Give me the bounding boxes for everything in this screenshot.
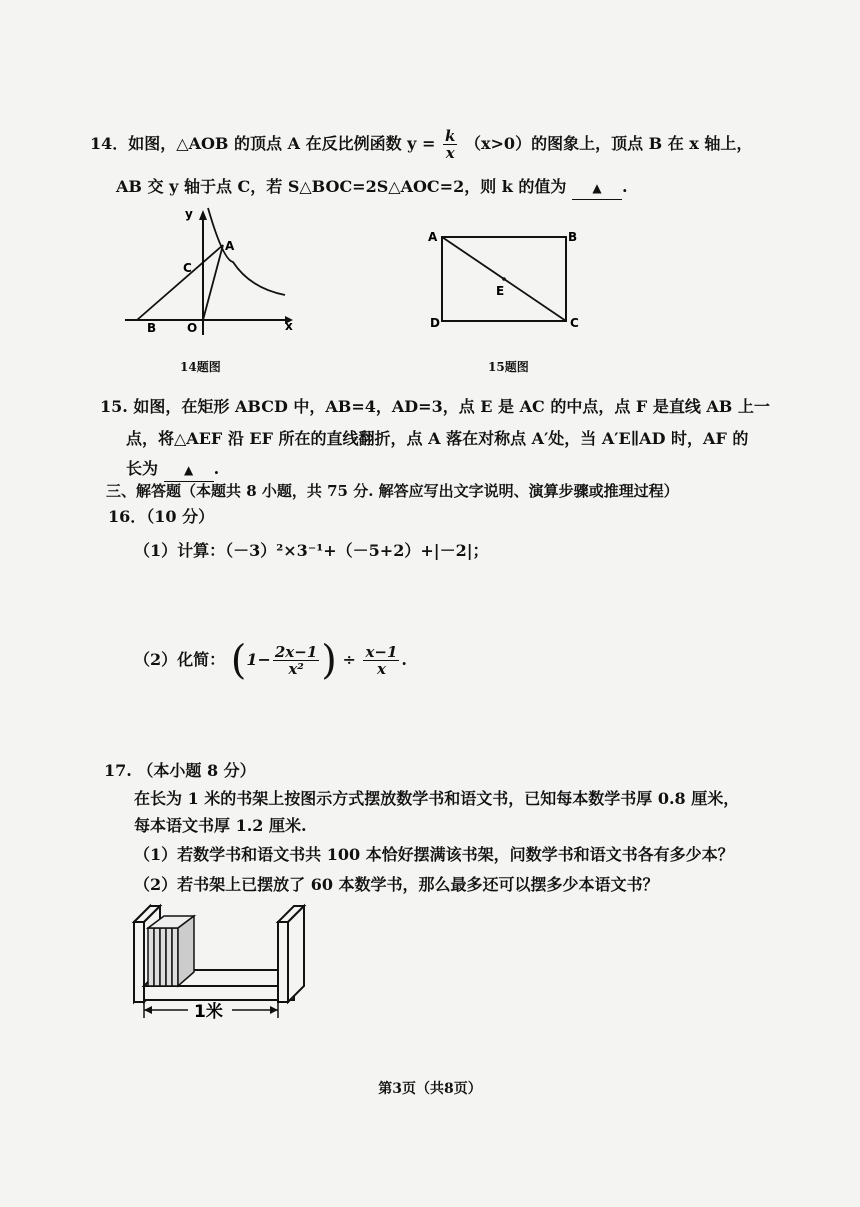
q16-frac1-num: 2x−1 [274, 643, 318, 661]
label-B: B [147, 321, 157, 335]
shelf-base-front [144, 986, 294, 1000]
label-C: C [183, 261, 192, 275]
q16-frac2-den: x [376, 660, 386, 678]
segment-OA [203, 245, 223, 320]
q16-frac2 [363, 644, 399, 677]
book-4 [166, 928, 172, 986]
q16-frac1 [273, 644, 319, 677]
q15-line2: 点，将△AEF 沿 EF 所在的直线翻折，点 A 落在对称点 A′处，当 A′E∥AD 时，AF 的 [126, 429, 749, 448]
label-C15: C [570, 316, 579, 330]
q15-line3: 长为 ▲ . [126, 458, 219, 482]
q14-caption: 14题图 [180, 360, 221, 374]
q14-frac-den: x [445, 144, 455, 162]
q17-line2: 每本语文书厚 1.2 厘米. [134, 816, 307, 835]
q14-fraction [443, 128, 457, 161]
q14-line1 [90, 128, 752, 161]
right-paren: ) [321, 637, 337, 684]
q14-line1-text: 14．如图，△AOB 的顶点 A 在反比例函数 y = [90, 134, 436, 153]
q17-part2: （2）若书架上已摆放了 60 本数学书，那么最多还可以摆多少本语文书？ [134, 875, 659, 894]
shelf-left-board [134, 922, 144, 1002]
q17-part1: （1）若数学书和语文书共 100 本恰好摆满该书架，问数学书和语文书各有多少本？ [134, 845, 734, 864]
label-B15: B [568, 230, 578, 244]
q14-line1-tail: （x>0）的图象上，顶点 B 在 x 轴上， [464, 134, 753, 153]
label-O: O [187, 321, 198, 335]
q16-div-sign: ÷ [342, 650, 356, 669]
book-3 [160, 928, 166, 986]
q15-answer-blank [164, 459, 214, 482]
page-footer: 第3页（共8页） [378, 1081, 482, 1097]
q14-figure [125, 200, 305, 340]
q15-line3-text: 长为 [126, 459, 159, 478]
q15-figure [420, 225, 590, 335]
q14-line2: AB 交 y 轴于点 C，若 S△BOC=2S△AOC=2，则 k 的值为 ▲ . [116, 176, 628, 200]
book-2 [154, 928, 160, 986]
math-books [148, 916, 194, 986]
q14-line2-text: AB 交 y 轴于点 C，若 S△BOC=2S△AOC=2，则 k 的值为 [116, 177, 567, 196]
left-paren: ( [230, 637, 247, 684]
bookshelf-figure [128, 900, 318, 1025]
book-1 [148, 928, 154, 986]
q15-answer-mark: ▲ [183, 463, 194, 477]
segment-AB [137, 245, 223, 320]
shelf-right-side [288, 906, 304, 1002]
shelf-right-board [278, 922, 288, 1002]
point-E [502, 277, 506, 281]
y-axis-arrow [199, 210, 207, 220]
q16-part2: （2）化简： (1− $\frac{2x-1}{\text{x²}}$ ) ÷ $\frac{x-1}{x}$ . [134, 637, 407, 684]
label-E15: E [496, 284, 505, 298]
label-x: x [285, 319, 293, 333]
section3-heading: 三、解答题（本题共 8 小题，共 75 分. 解答应写出文字说明、演算步骤或推理过程） [106, 482, 679, 500]
q17-line1: 在长为 1 米的书架上按图示方式摆放数学书和语文书，已知每本数学书厚 0.8 厘米， [134, 789, 740, 808]
q15-caption: 15题图 [488, 360, 529, 374]
q17-title: 17. （本小题 8 分） [104, 761, 256, 780]
q14-answer-mark: ▲ [592, 181, 602, 195]
shelf-length-label: 1米 [194, 1002, 223, 1022]
q15-line1: 15. 如图，在矩形 ABCD 中，AB=4，AD=3，点 E 是 AC 的中点，点 F 是直线 AB 上一 [100, 397, 770, 416]
q16-one-minus: 1− [246, 650, 271, 669]
q16-title: 16．（10 分） [108, 507, 215, 526]
q16-part1: （1）计算：（－3）²×3⁻¹+（－5+2）+|－2|； [134, 541, 489, 560]
q16-part2-label: （2）化简： [134, 650, 226, 669]
q16-frac1-den: x² [288, 660, 304, 678]
q16-frac2-num: x−1 [365, 643, 398, 661]
q14-frac-num: k [445, 127, 456, 145]
label-y: y [185, 207, 193, 221]
label-A: A [225, 239, 235, 253]
label-D15: D [430, 316, 440, 330]
hyperbola-curve [208, 208, 285, 295]
dim-arrow-right [270, 1006, 278, 1014]
q14-answer-blank [572, 177, 622, 200]
label-A15: A [428, 230, 438, 244]
book-5 [172, 928, 178, 986]
dim-arrow-left [144, 1006, 152, 1014]
